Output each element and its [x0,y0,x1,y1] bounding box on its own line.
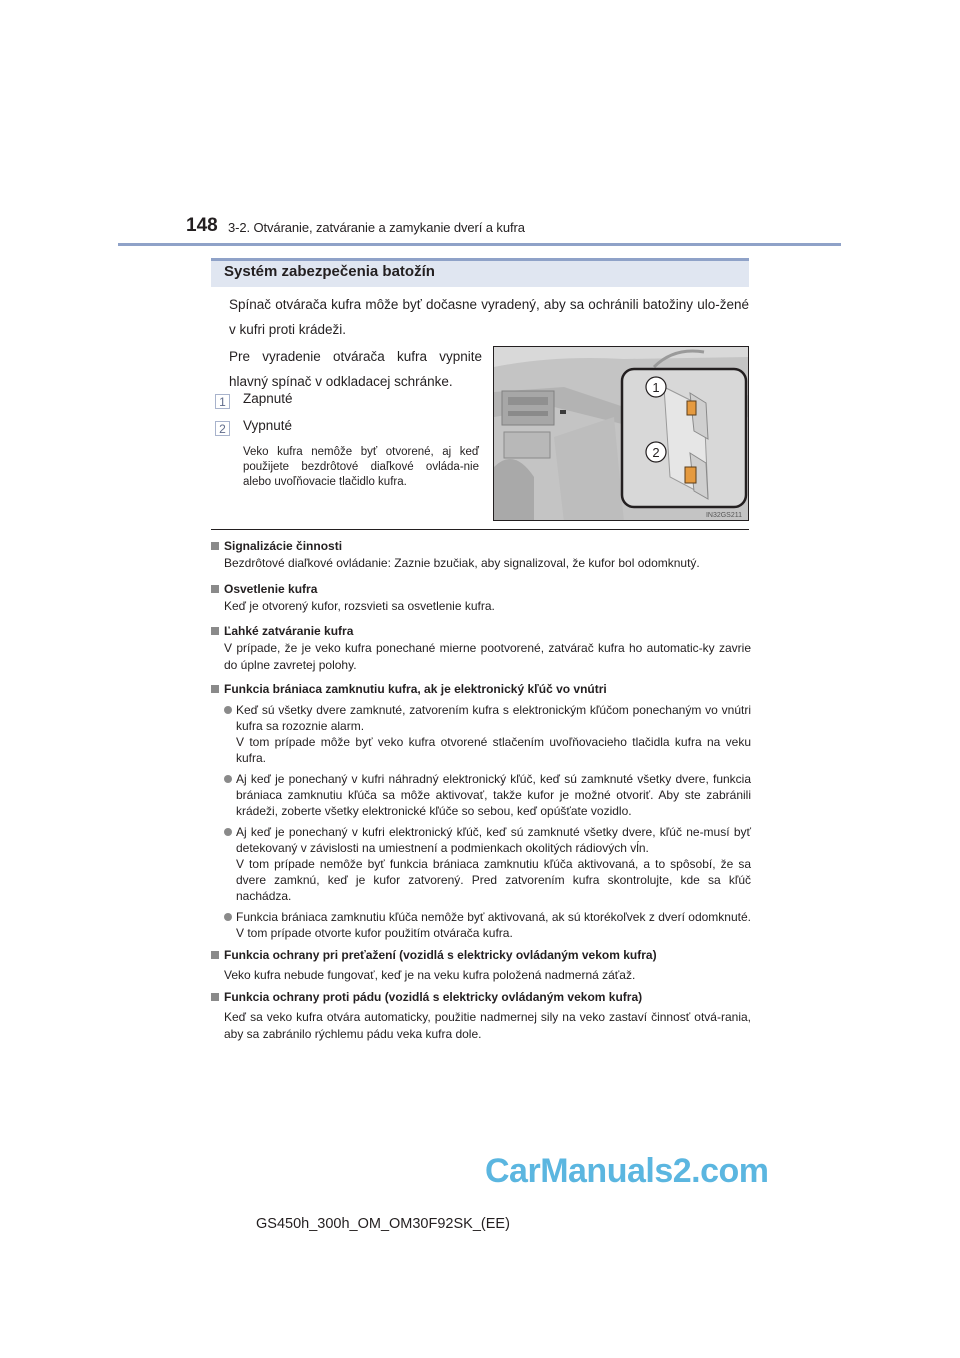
subsection-title: Signalizácie činnosti [224,539,343,553]
list-item: Keď sú všetky dvere zamknuté, zatvorením kufra s elektronickým kľúčom ponechaným vo vnútri kufra sa rozoznie alarm. V tom prípade môže byť veko kufra otvorené stlačením uvoľňovacieho tlačidla kufra na veku kufra. [211,702,751,766]
square-bullet-icon [211,585,219,593]
illustration-drawing [494,347,749,521]
list-item: Aj keď je ponechaný v kufri náhradný elektronický kľúč, keď sú zamknuté všetky dvere, funkcia brániaca zamknutiu kľúča sa môže aktivovať, takže kufor je možné otvoriť. Aby ste zabránili krádeži, zoberte všetky elektronické kľúče so sebou, keď opúšťate vozidlo. [211,771,751,819]
item-label-on: Zapnuté [243,391,293,406]
chapter-title: 3-2. Otváranie, zatváranie a zamykanie dverí a kufra [228,220,525,235]
subsection-trunk-light [211,581,751,615]
page-number: 148 [186,215,218,236]
item-number-2: 2 [215,421,230,436]
subsection-title: Funkcia ochrany proti pádu (vozidlá s elektricky ovládaným vekom kufra) [224,990,643,1004]
header-rule [118,243,841,246]
item-label-off: Vypnuté [243,418,293,433]
round-bullet-icon [224,913,232,921]
section-divider [211,529,749,530]
subsection-title: Funkcia ochrany pri preťažení (vozidlá s elektricky ovládaným vekom kufra) [224,948,657,962]
square-bullet-icon [211,685,219,693]
subsection-easy-close [211,623,751,674]
section-title: Systém zabezpečenia batožín [224,263,435,280]
subsection-body: Bezdrôtové diaľkové ovládanie: Zaznie bzučiak, aby signalizoval, že kufor bol odomknutý. [224,556,700,570]
callout-2: 2 [652,445,660,460]
subsection-key-lockout [211,681,751,941]
footer-manual-code: GS450h_300h_OM_OM30F92SK_(EE) [256,1216,510,1232]
subsection-overload-protection [211,947,751,984]
subsection-body: V prípade, že je veko kufra ponechané mierne pootvorené, zatvárač kufra ho automatic-ky zavrie do úplne zavretej polohy. [224,641,751,672]
list-item: Aj keď je ponechaný v kufri elektronický kľúč, keď sú zamknuté všetky dvere, kľúč ne-musí byť detekovaný v závislosti na umiestnení a podmienkach okolitých rádiových vĺn. V tom prípade nemôže byť funkcia brániaca zamknutiu kľúča aktivovaná, a to spôsobí, že sa dvere zamknú, keď je kufor zatvorený. Pred zatvorením kufra skontrolujte, kde sa kľúč nachádza. [211,824,751,904]
intro-paragraph: Spínač otvárača kufra môže byť dočasne vyradený, aby sa ochránili batožiny ulo-žené v kufri proti krádeži. [229,297,749,337]
subsection-title: Funkcia brániaca zamknutiu kufra, ak je elektronický kľúč vo vnútri [224,682,607,696]
square-bullet-icon [211,542,219,550]
illustration-code: IN32GS211 [705,512,742,519]
subsection-signalization [211,538,751,572]
subsection-body: Keď sa veko kufra otvára automaticky, použitie nadmernej sily na veko zastaví činnosť otvá-rania, aby sa zabránilo rýchlemu pádu veka kufra dole. [224,1010,751,1041]
subsection-body: Keď je otvorený kufor, rozsvieti sa osvetlenie kufra. [224,599,495,613]
glovebox-switch-illustration [493,346,749,521]
round-bullet-icon [224,828,232,836]
subsection-body: Veko kufra nebude fungovať, keď je na veku kufra položená nadmerná záťaž. [224,968,636,982]
square-bullet-icon [211,627,219,635]
list-item: Funkcia brániaca zamknutiu kľúča nemôže byť aktivovaná, ak sú ktorékoľvek z dverí odomknuté. V tom prípade otvorte kufor použitím otvárača kufra. [211,909,751,941]
round-bullet-icon [224,706,232,714]
subsection-fall-protection [211,989,751,1043]
callout-1: 1 [652,380,660,395]
instruction-paragraph: Pre vyradenie otvárača kufra vypnite hlavný spínač v odkladacej schránke. [229,349,482,389]
item-number-1: 1 [215,394,230,409]
round-bullet-icon [224,775,232,783]
subsection-title: Ľahké zatváranie kufra [224,624,354,638]
watermark-logo: CarManuals2.com [485,1152,769,1190]
square-bullet-icon [211,951,219,959]
subsection-title: Osvetlenie kufra [224,582,318,596]
square-bullet-icon [211,993,219,1001]
note-text: Veko kufra nemôže byť otvorené, aj keď použijete bezdrôtové diaľkové ovláda-nie alebo uvoľňovacie tlačidlo kufra. [243,446,479,488]
